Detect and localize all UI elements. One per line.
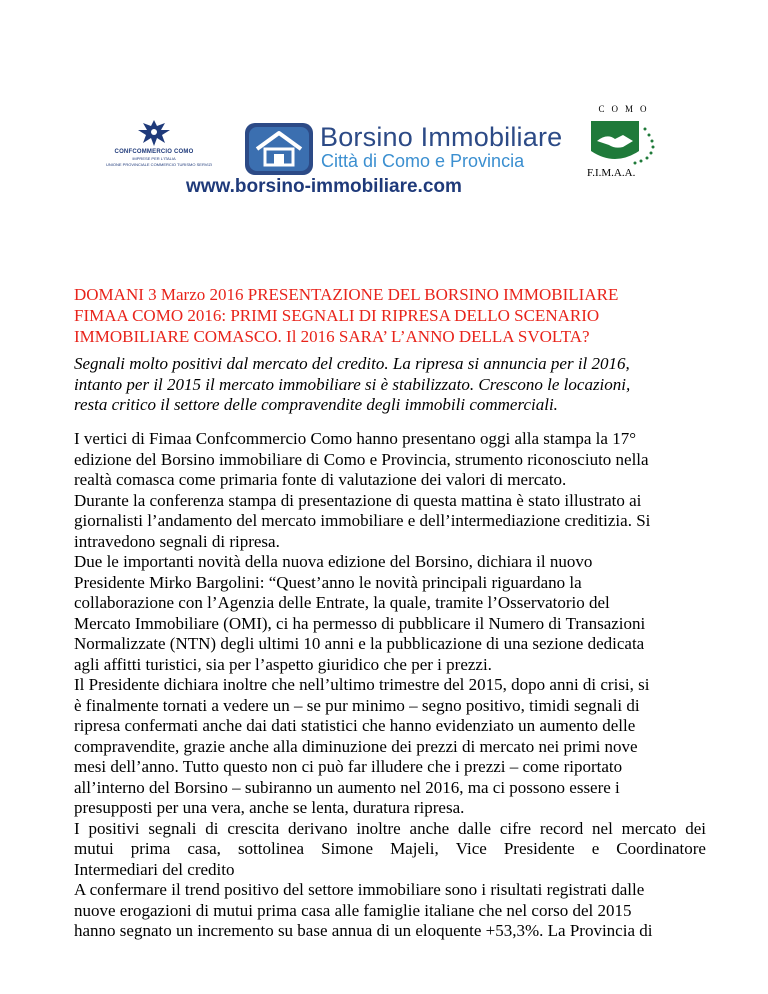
- fimaa-como-label: COMO: [598, 104, 654, 114]
- body-word: dalle: [458, 818, 492, 838]
- body-word: inoltre: [356, 818, 401, 838]
- body-line: Mercato Immobiliare (OMI), ci ha permesso di pubblicare il Numero di Transazioni: [74, 613, 646, 633]
- fimaa-logo: [579, 104, 675, 184]
- body-word: Presidente: [503, 839, 575, 858]
- subheading-line: resta critico il settore delle compravendite degli immobili commerciali.: [74, 395, 558, 414]
- press-release-headline: [74, 284, 694, 347]
- body-word: I: [74, 818, 80, 838]
- body-word: Vice: [455, 839, 487, 858]
- body-line: hanno segnato un incremento su base annua di un eloquente +53,3%. La Provincia di: [74, 921, 653, 940]
- body-line: [74, 839, 706, 860]
- headline-line: IMMOBILIARE COMASCO. Il 2016 SARA’ L’ANNO DELLA SVOLTA?: [74, 327, 590, 346]
- body-word: Majeli,: [390, 839, 439, 858]
- body-word: casa,: [187, 839, 221, 858]
- body-line: mesi dell’anno. Tutto questo non ci può far illudere che i prezzi – come riportato: [74, 757, 623, 776]
- body-word: mercato: [621, 818, 677, 838]
- body-word: mutui: [74, 839, 114, 858]
- body-line: nuove erogazioni di mutui prima casa alle famiglie italiane che nel corso del 2015: [74, 900, 632, 920]
- press-release-subheading: [74, 354, 714, 416]
- body-word: anche: [409, 818, 450, 838]
- confcommercio-subtitle: UNIONE PROVINCIALE COMMERCIO TURISMO SERVIZI: [106, 162, 213, 167]
- body-word: nel: [592, 818, 613, 838]
- body-line: all’interno del Borsino – subiranno un aumento nel 2016, ma ci possono essere i: [74, 777, 620, 797]
- press-release-body: [74, 429, 706, 942]
- body-line: collaborazione con l’Agenzia delle Entrate, la quale, tramite l’Osservatorio del: [74, 593, 610, 612]
- confcommercio-tagline: IMPRESE PER L'ITALIA: [132, 156, 176, 161]
- body-line: è finalmente tornati a vedere un – se pur minimo – segno positivo, timidi segnali di: [74, 695, 640, 715]
- body-line: Durante la conferenza stampa di presentazione di questa mattina è stato illustrato ai: [74, 490, 642, 510]
- body-line: Intermediari del credito: [74, 859, 235, 879]
- body-line: I vertici di Fimaa Confcommercio Como hanno presentano oggi alla stampa la 17°: [74, 429, 636, 448]
- body-line: edizione del Borsino immobiliare di Como e Provincia, strumento riconosciuto nella: [74, 449, 649, 469]
- body-word: Coordinatore: [616, 839, 706, 858]
- body-word: prima: [130, 839, 171, 858]
- confcommercio-logo: [106, 118, 213, 174]
- house-icon: [245, 123, 313, 175]
- borsino-subtitle: Città di Como e Provincia: [321, 151, 525, 171]
- body-word: di: [205, 818, 219, 838]
- body-word: e: [591, 839, 600, 858]
- borsino-title: Borsino Immobiliare: [320, 122, 563, 152]
- body-line: compravendite, grazie anche alla diminuzione dei prezzi di mercato nei primi nove: [74, 736, 638, 756]
- body-line: A confermare il trend positivo del settore immobiliare sono i risultati registrati dalle: [74, 880, 645, 899]
- body-line: Presidente Mirko Bargolini: “Quest’anno le novità principali riguardano la: [74, 572, 582, 592]
- fimaa-name: F.I.M.A.A.: [587, 167, 636, 179]
- body-word: cifre: [499, 818, 531, 838]
- body-line: presupposti per una vera, anche se lenta, duratura ripresa.: [74, 798, 465, 817]
- confcommercio-name: CONFCOMMERCIO COMO: [114, 149, 194, 155]
- subheading-line: intanto per il 2015 il mercato immobiliare si è stabilizzato. Crescono le locazioni,: [74, 374, 631, 394]
- eagle-emblem-icon: [135, 118, 173, 148]
- body-line: agli affitti turistici, sia per l’aspetto giuridico che per i prezzi.: [74, 654, 492, 674]
- handshake-icon: [589, 119, 665, 167]
- borsino-website-link[interactable]: www.borsino-immobiliare.com: [186, 176, 462, 197]
- body-word: positivi: [88, 818, 140, 838]
- body-word: Simone: [321, 839, 374, 858]
- body-line: Normalizzate (NTN) degli ultimi 10 anni e la pubblicazione di una sezione dedicata: [74, 634, 645, 653]
- body-word: crescita: [227, 818, 280, 838]
- headline-line: FIMAA COMO 2016: PRIMI SEGNALI DI RIPRESA DELLO SCENARIO: [74, 306, 600, 325]
- body-line: Due le importanti novità della nuova edizione del Borsino, dichiara il nuovo: [74, 552, 593, 571]
- body-word: derivano: [288, 818, 348, 838]
- body-line: intravedono segnali di ripresa.: [74, 531, 280, 551]
- body-line: giornalisti l’andamento del mercato immobiliare e dell’intermediazione creditizia. Si: [74, 511, 651, 530]
- body-line: [74, 819, 706, 840]
- body-word: record: [539, 818, 584, 838]
- body-word: sottolinea: [237, 839, 305, 858]
- body-line: realtà comasca come primaria fonte di valutazione dei valori di mercato.: [74, 470, 567, 489]
- body-word: segnali: [148, 818, 197, 838]
- headline-line: DOMANI 3 Marzo 2016 PRESENTAZIONE DEL BORSINO IMMOBILIARE: [74, 285, 619, 304]
- body-word: dei: [685, 818, 706, 838]
- body-line: ripresa confermati anche dai dati statistici che hanno evidenziato un aumento delle: [74, 716, 636, 735]
- subheading-line: Segnali molto positivi dal mercato del credito. La ripresa si annuncia per il 2016,: [74, 354, 630, 373]
- body-line: Il Presidente dichiara inoltre che nell’ultimo trimestre del 2015, dopo anni di crisi, si: [74, 675, 650, 694]
